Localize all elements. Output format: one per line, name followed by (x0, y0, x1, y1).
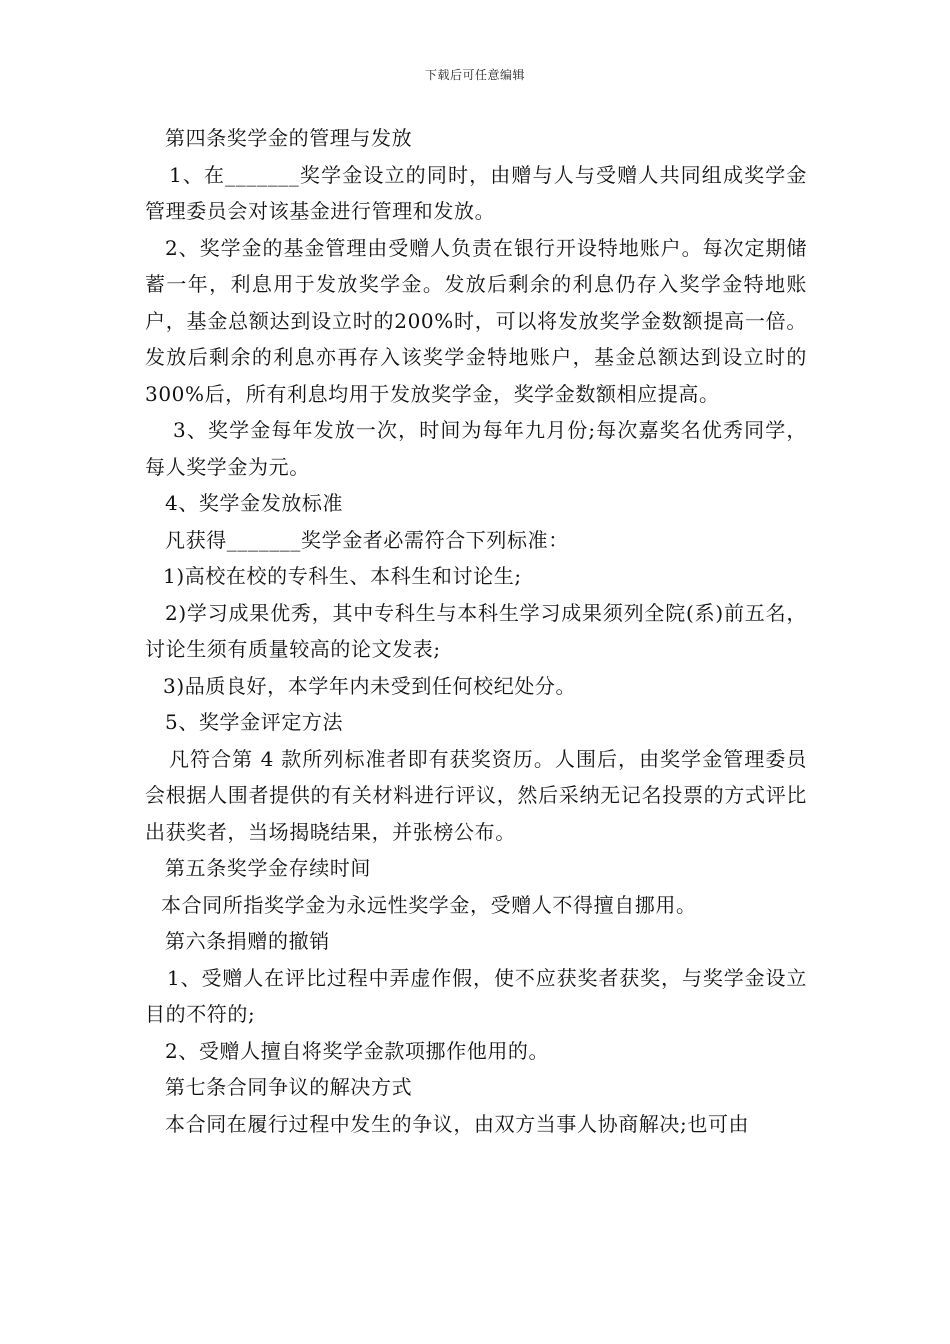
paragraph-4-3: 3、奖学金每年发放一次，时间为每年九月份;每次嘉奖名优秀同学，每人奖学金为元。 (145, 418, 807, 479)
section-heading-7: 第七条合同争议的解决方式 (165, 1075, 413, 1099)
paragraph-4-1: 1、在_______奖学金设立的同时，由赠与人与受赠人共同组成奖学金管理委员会对该基金进行管理和发放。 (145, 162, 807, 223)
page-header: 下载后可任意编辑 (424, 68, 525, 82)
section-heading-5: 第五条奖学金存续时间 (165, 856, 371, 880)
section-heading-6: 第六条捐赠的撤销 (165, 929, 330, 953)
section-heading-4: 第四条奖学金的管理与发放 (165, 126, 413, 150)
criteria-item-1: 1)高校在校的专科生、本科生和讨论生; (163, 564, 522, 588)
paragraph-6-1: 1、受赠人在评比过程中弄虚作假，使不应获奖者获奖，与奖学金设立目的不符的; (145, 965, 807, 1026)
paragraph-4-5: 凡符合第 4 款所列标准者即有获奖资历。人围后，由奖学金管理委员会根据人围者提供的有关材料进行评议，然后采纳无记名投票的方式评比出获奖者，当场揭晓结果，并张榜公布。 (145, 746, 807, 844)
criteria-item-3: 3)品质良好，本学年内未受到任何校纪处分。 (163, 673, 577, 698)
document-body (145, 120, 807, 1142)
paragraph-5: 本合同所指奖学金为永远性奖学金，受赠人不得擅自挪用。 (161, 892, 697, 917)
paragraph-4-2: 2、奖学金的基金管理由受赠人负责在银行开设特地账户。每次定期储蓄一年，利息用于发放奖学金。发放后剩余的利息仍存入奖学金特地账户，基金总额达到设立时的200%时，可以将发放奖学金数额提高一倍。发放后剩余的利息亦再存入该奖学金特地账户，基金总额达到设立时的300%后，所有利息均用于发放奖学金，奖学金数额相应提高。 (145, 235, 807, 406)
paragraph-4-5-heading: 5、奖学金评定方法 (165, 710, 344, 734)
paragraph-4-4-intro: 凡获得_______奖学金者必需符合下列标准： (165, 527, 569, 552)
paragraph-7: 本合同在履行过程中发生的争议，由双方当事人协商解决;也可由 (165, 1111, 750, 1136)
criteria-item-2: 2)学习成果优秀，其中专科生与本科生学习成果须列全院(系)前五名，讨论生须有质量较高的论文发表; (145, 600, 807, 661)
paragraph-4-4-heading: 4、奖学金发放标准 (165, 491, 344, 515)
paragraph-6-2: 2、受赠人擅自将奖学金款项挪作他用的。 (165, 1038, 550, 1063)
